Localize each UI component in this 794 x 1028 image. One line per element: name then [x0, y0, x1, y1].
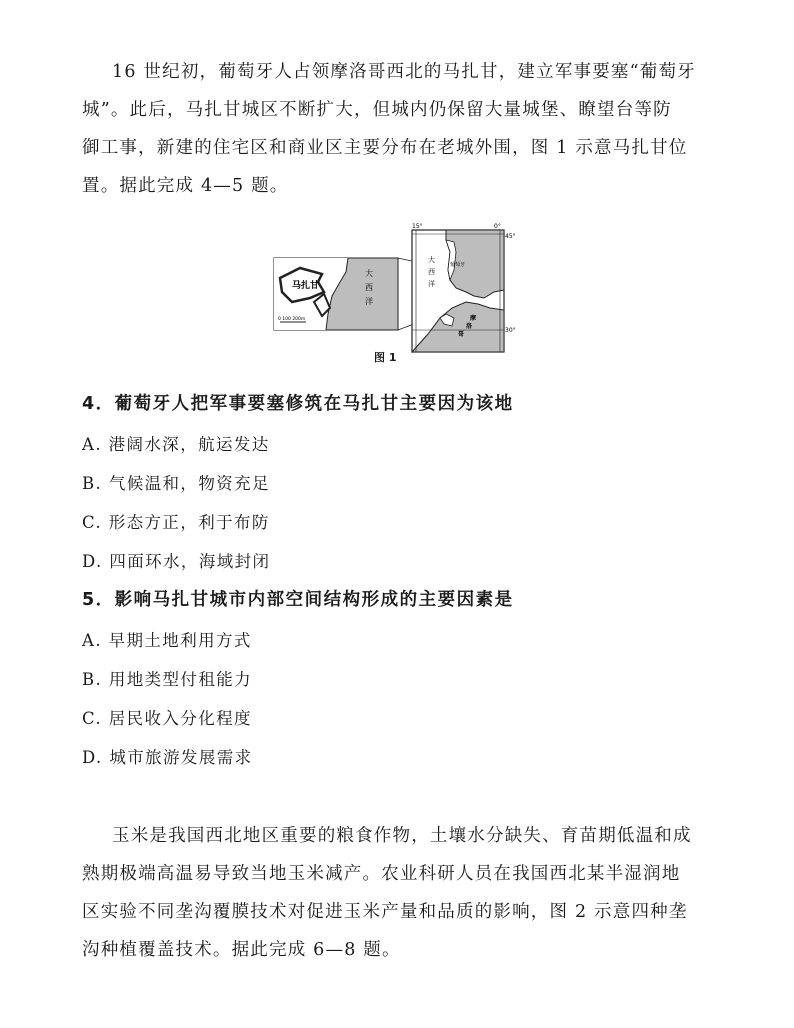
map-country-portugal: 葡萄牙	[450, 262, 466, 268]
lon-label-15w: 15°	[412, 223, 423, 230]
passage-1-line: 置。据此完成 4—5 题。	[82, 176, 289, 196]
question-5-option-a: A. 早期土地利用方式	[82, 631, 252, 650]
question-4-option-a: A. 港阔水深，航运发达	[82, 435, 270, 454]
passage-2-line: 玉米是我国西北地区重要的粮食作物，土壤水分缺失、育苗期低温和成	[112, 826, 692, 846]
inset-ocean-label: 西	[365, 283, 373, 292]
passage-2-line: 熟期极端高温易导致当地玉米减产。农业科研人员在我国西北某半湿润地	[82, 864, 681, 884]
passage-1	[82, 53, 722, 205]
question-5-option-c: C. 居民收入分化程度	[82, 709, 252, 728]
passage-2	[82, 817, 722, 969]
map-country-morocco: 洛	[466, 323, 473, 330]
question-4-option-b: B. 气候温和，物资充足	[82, 474, 270, 493]
figure-1-map	[270, 222, 520, 370]
passage-2-line: 区实验不同垄沟覆膜技术对促进玉米产量和品质的影响，图 2 示意四种垄	[82, 902, 688, 922]
question-5-stem: 5．影响马扎甘城市内部空间结构形成的主要因素是	[82, 590, 514, 610]
map-ocean-label: 西	[428, 268, 435, 276]
inset-ocean-label: 大	[365, 269, 373, 278]
lon-label-0: 0°	[494, 223, 501, 230]
inset-label-mazagan: 马扎甘	[292, 281, 320, 291]
lat-label-45n: 45°	[505, 233, 516, 240]
question-5-option-d: D. 城市旅游发展需求	[82, 748, 253, 767]
question-5-option-b: B. 用地类型付租能力	[82, 670, 253, 689]
question-4-option-c: C. 形态方正，利于布防	[82, 513, 270, 532]
map-illustration	[270, 222, 520, 370]
passage-1-line: 城”。此后，马扎甘城区不断扩大，但城内仍保留大量城堡、瞭望台等防	[82, 100, 672, 120]
map-country-morocco: 哥	[458, 331, 465, 338]
inset-ocean-label: 洋	[365, 297, 373, 306]
map-country-morocco: 摩	[470, 315, 477, 322]
map-ocean-label: 洋	[428, 280, 435, 288]
passage-1-line: 御工事，新建的住宅区和商业区主要分布在老城外围，图 1 示意马扎甘位	[82, 138, 688, 158]
lat-label-30n: 30°	[505, 327, 516, 334]
map-ocean-label: 大	[428, 256, 435, 264]
question-4-stem: 4．葡萄牙人把军事要塞修筑在马扎甘主要因为该地	[82, 394, 514, 414]
question-4-option-d: D. 四面环水，海域封闭	[82, 552, 271, 571]
inset-scale-label: 0 100 200m	[278, 317, 306, 322]
passage-1-line: 16 世纪初，葡萄牙人占领摩洛哥西北的马扎甘，建立军事要塞“葡萄牙	[112, 62, 696, 82]
figure-1-caption: 图 1	[374, 351, 397, 364]
passage-2-line: 沟种植覆盖技术。据此完成 6—8 题。	[82, 940, 401, 960]
